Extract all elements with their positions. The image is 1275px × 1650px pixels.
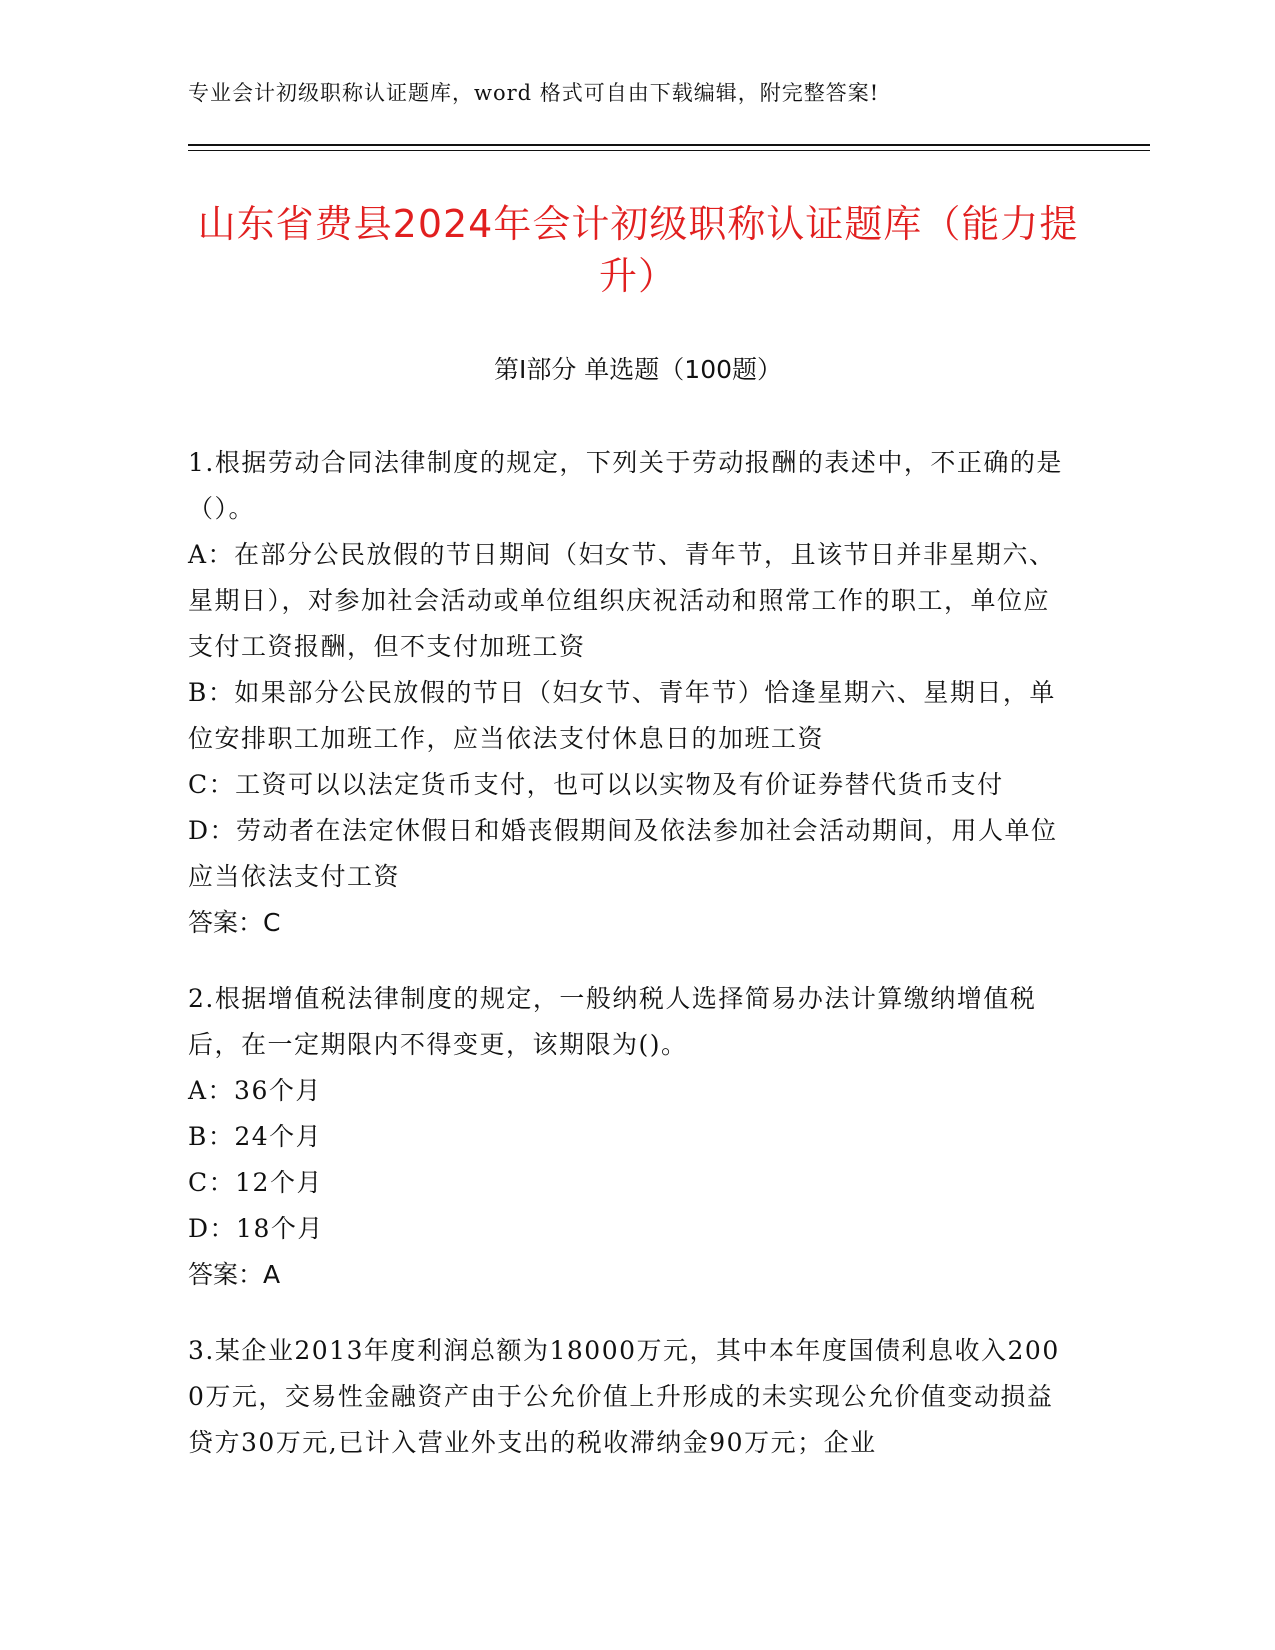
option-c: C：12个月 (188, 1168, 323, 1197)
question-2 (188, 976, 1068, 1298)
option-d: D：劳动者在法定休假日和婚丧假期间及依法参加社会活动期间，用人单位应当依法支付工资 (188, 816, 1058, 891)
option-c: C：工资可以以法定货币支付，也可以以实物及有价证券替代货币支付 (188, 770, 1004, 799)
question-1 (188, 440, 1068, 946)
question-3 (188, 1328, 1068, 1466)
question-stem: 2.根据增值税法律制度的规定，一般纳税人选择简易办法计算缴纳增值税后，在一定期限内不得变更，该期限为()。 (188, 984, 1037, 1059)
header-note: 专业会计初级职称认证题库，word 格式可自由下载编辑，附完整答案! (188, 81, 880, 105)
question-stem: 1.根据劳动合同法律制度的规定，下列关于劳动报酬的表述中，不正确的是（）。 (188, 448, 1063, 523)
option-a: A：36个月 (188, 1076, 322, 1105)
section-heading: 第Ⅰ部分 单选题（100题） (493, 355, 783, 384)
option-d: D：18个月 (188, 1214, 324, 1243)
header-rule-thick (188, 144, 1150, 146)
document-title: 山东省费县2024年会计初级职称认证题库（能力提升） (197, 202, 1079, 298)
question-list (188, 440, 1068, 1496)
answer-label: 答案：C (188, 908, 281, 937)
option-b: B：24个月 (188, 1122, 323, 1151)
header-rule-thin (188, 150, 1150, 151)
question-stem: 3.某企业2013年度利润总额为18000万元，其中本年度国债利息收入2000万元，交易性金融资产由于公允价值上升形成的未实现公允价值变动损益贷方30万元,已计入营业外支出的税收滞纳金90万元；企业 (188, 1336, 1060, 1457)
option-a: A：在部分公民放假的节日期间（妇女节、青年节，且该节日并非星期六、星期日），对参加社会活动或单位组织庆祝活动和照常工作的职工，单位应支付工资报酬，但不支付加班工资 (188, 540, 1056, 661)
option-b: B：如果部分公民放假的节日（妇女节、青年节）恰逢星期六、星期日，单位安排职工加班工作，应当依法支付休息日的加班工资 (188, 678, 1056, 753)
answer-label: 答案：A (188, 1260, 281, 1289)
